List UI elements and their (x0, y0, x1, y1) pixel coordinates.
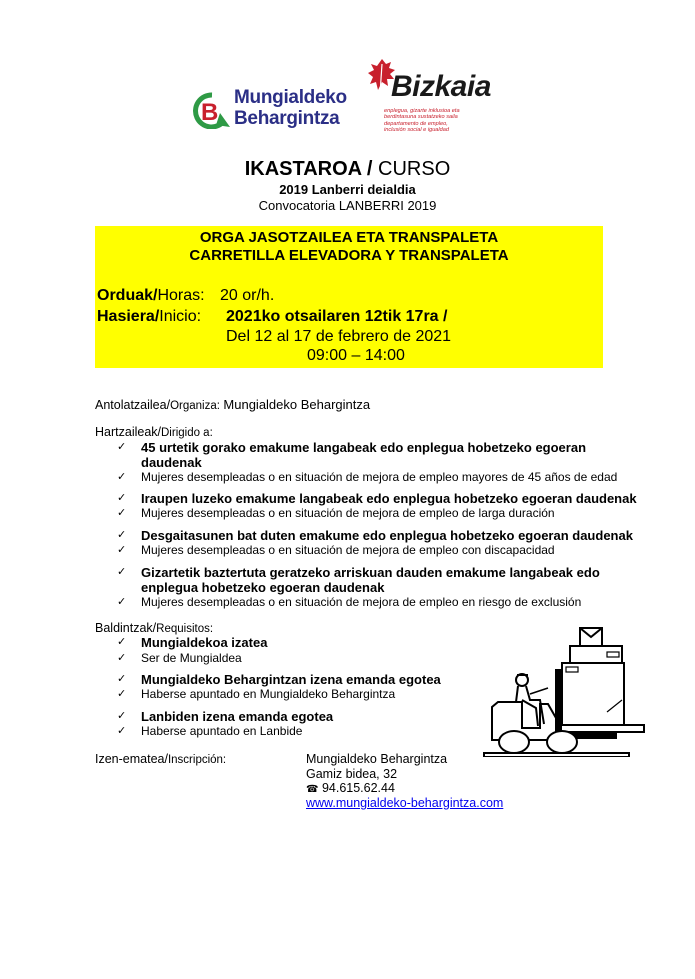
forklift-illustration (482, 622, 652, 757)
registration-label-eu: Izen-ematea/ (95, 752, 168, 766)
audience-label (95, 425, 213, 439)
check-icon: ✓ (117, 596, 127, 608)
check-icon: ✓ (117, 544, 127, 556)
mungialdeko-behargintza-logo (190, 83, 347, 133)
course-info-box (95, 226, 603, 368)
check-icon: ✓ (117, 652, 127, 664)
organizer-label-es: Organiza: (170, 400, 220, 412)
check-icon: ✓ (117, 636, 127, 648)
course-name-eu: ORGA JASOTZAILEA ETA TRANSPALETA (199, 229, 499, 246)
check-icon: ✓ (117, 507, 127, 519)
organizer-value: Mungialdeko Behargintza (223, 397, 371, 412)
phone-icon: ☎ (306, 784, 319, 795)
organizer-label-eu: Antolatzailea/ (95, 398, 171, 412)
start-label-es: Inicio: (159, 308, 202, 325)
start-value-eu: 2021ko otsailaren 12tik 17ra / (226, 308, 448, 325)
subtitle-es: Convocatoria LANBERRI 2019 (258, 198, 437, 213)
check-icon: ✓ (117, 471, 127, 483)
bizkaia-wordmark: Bizkaia (391, 70, 491, 103)
check-icon: ✓ (117, 710, 127, 722)
check-icon: ✓ (117, 441, 127, 453)
check-icon: ✓ (117, 529, 127, 541)
hours-label-es: Horas: (157, 287, 205, 304)
check-icon: ✓ (117, 725, 127, 737)
registration-label (95, 752, 226, 766)
registration-org: Mungialdeko Behargintza (306, 752, 448, 766)
registration-address: Gamiz bidea, 32 (306, 767, 398, 781)
audience-label-es: Dirigido a: (161, 427, 213, 439)
requirements-label (95, 621, 213, 635)
bizkaia-sub-line: enplegua, gizarte inklusioa eta (384, 108, 460, 114)
start-row (97, 308, 201, 326)
bizkaia-sub-line: berdintasuna sustatzeko saila (384, 114, 458, 120)
check-icon: ✓ (117, 673, 127, 685)
requirements-label-eu: Baldintzak/ (95, 621, 157, 635)
check-icon: ✓ (117, 688, 127, 700)
bizkaia-logo (368, 58, 508, 136)
bizkaia-sub-line: departamento de empleo, (384, 121, 448, 127)
check-icon: ✓ (117, 566, 127, 578)
start-value-es: Del 12 al 17 de febrero de 2021 (226, 328, 452, 345)
behargintza-b-icon (190, 91, 230, 129)
subtitle-eu: 2019 Lanberri deialdia (279, 182, 416, 197)
hours-value: 20 or/h. (220, 287, 275, 304)
hours-label-eu: Orduak/ (97, 287, 158, 304)
registration-phone-row (306, 781, 395, 795)
registration-phone: 94.615.62.44 (321, 781, 395, 795)
check-icon: ✓ (117, 492, 127, 504)
organizer-row (95, 397, 370, 412)
logo-text-line2: Behargintza (234, 108, 340, 129)
course-name-es: CARRETILLA ELEVADORA Y TRANSPALETA (189, 247, 509, 264)
registration-label-es: Inscripción: (167, 754, 227, 766)
bizkaia-sub-line: inclusión social e igualdad (384, 127, 449, 133)
website-link[interactable]: www.mungialdeko-behargintza.com (306, 796, 504, 810)
audience-label-eu: Hartzaileak/ (95, 425, 161, 439)
title-es: CURSO (372, 158, 451, 180)
requirements-label-es: Requisitos: (156, 623, 214, 635)
hours-row (97, 287, 205, 305)
logo-text-line1: Mungialdeko (234, 87, 347, 108)
title-eu: IKASTAROA / (244, 158, 373, 180)
schedule: 09:00 – 14:00 (307, 347, 405, 364)
start-label-eu: Hasiera/ (97, 308, 160, 325)
page-title (0, 158, 695, 181)
svg-text:B: B (201, 99, 219, 126)
